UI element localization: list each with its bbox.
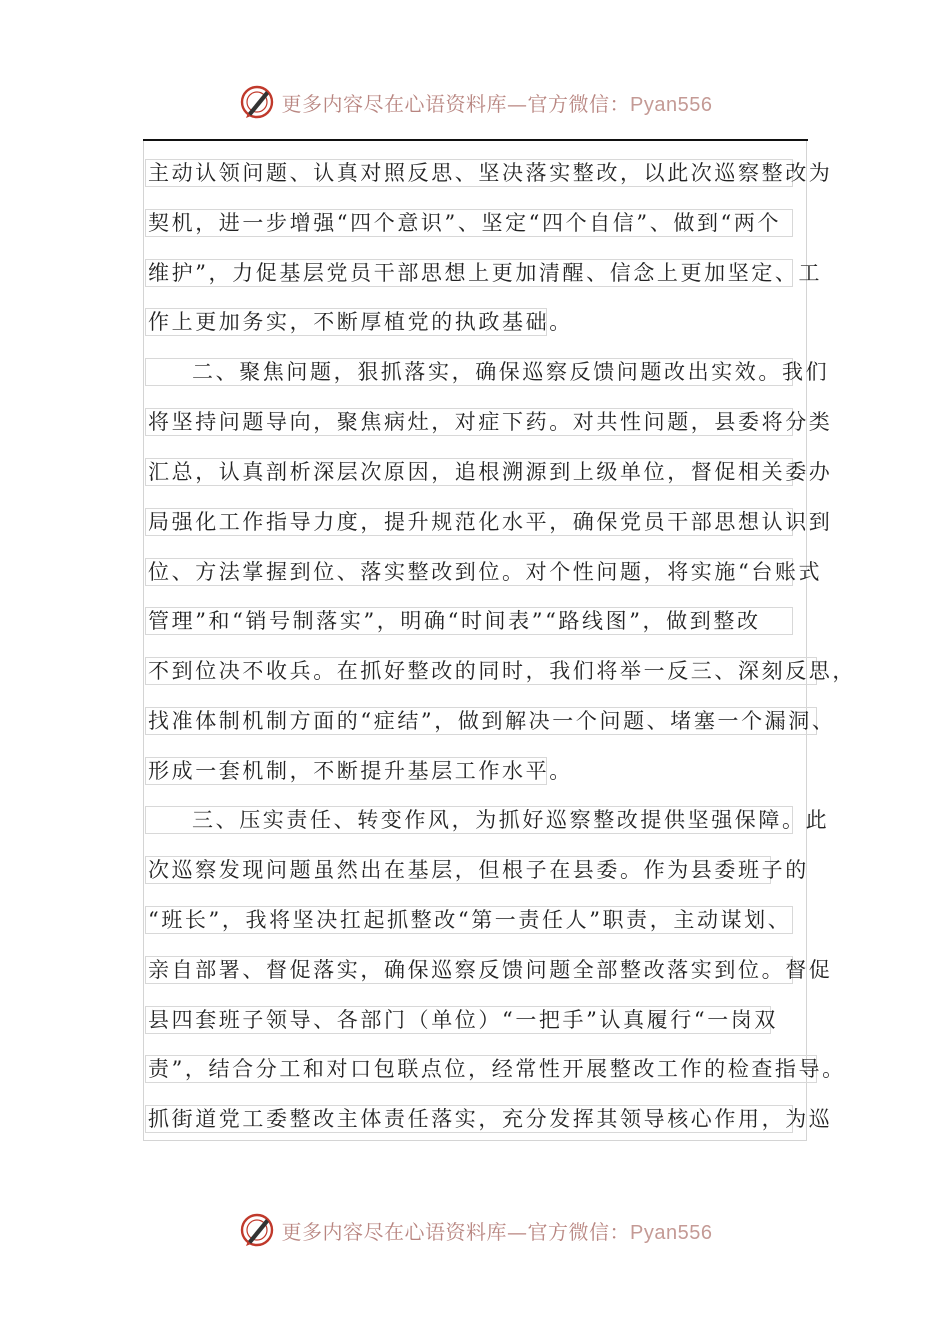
text-line: 作上更加务实，不断厚植党的执政基础。 xyxy=(145,308,547,336)
text-line: 找准体制机制方面的“症结”，做到解决一个问题、堵塞一个漏洞、 xyxy=(145,707,817,735)
text-line: 二、聚焦问题，狠抓落实，确保巡察反馈问题改出实效。我们 xyxy=(145,358,793,386)
text-line: 责”，结合分工和对口包联点位，经常性开展整改工作的检查指导。 xyxy=(145,1055,817,1083)
banner-wechat-id: Pyan556 xyxy=(630,93,713,116)
banner-text xyxy=(282,1216,713,1245)
text-line: 形成一套机制，不断提升基层工作水平。 xyxy=(145,757,547,785)
text-line: 主动认领问题、认真对照反思、坚决落实整改，以此次巡察整改为 xyxy=(145,159,793,187)
pen-circle-logo-icon xyxy=(238,1211,276,1249)
text-line: 维护”，力促基层党员干部思想上更加清醒、信念上更加坚定、工 xyxy=(145,259,793,287)
pen-circle-logo-icon xyxy=(238,83,276,121)
text-line: 管理”和“销号制落实”，明确“时间表”“路线图”，做到整改 xyxy=(145,607,793,635)
text-line: 局强化工作指导力度，提升规范化水平，确保党员干部思想认识到 xyxy=(145,508,793,536)
text-line: 位、方法掌握到位、落实整改到位。对个性问题，将实施“台账式 xyxy=(145,558,793,586)
text-line: 三、压实责任、转变作风，为抓好巡察整改提供坚强保障。此 xyxy=(145,806,793,834)
text-line: 次巡察发现问题虽然出在基层，但根子在县委。作为县委班子的 xyxy=(145,856,771,884)
banner-text-cn: 更多内容尽在心语资料库—官方微信： xyxy=(281,91,631,116)
footer-watermark-banner xyxy=(0,1210,950,1250)
banner-text xyxy=(282,88,713,117)
banner-text-cn: 更多内容尽在心语资料库—官方微信： xyxy=(281,1219,631,1244)
banner-wechat-id: Pyan556 xyxy=(630,1221,713,1244)
text-line: 不到位决不收兵。在抓好整改的同时，我们将举一反三、深刻反思， xyxy=(145,657,817,685)
header-watermark-banner xyxy=(0,82,950,122)
text-line: 契机，进一步增强“四个意识”、坚定“四个自信”、做到“两个 xyxy=(145,209,793,237)
text-line: 抓街道党工委整改主体责任落实，充分发挥其领导核心作用，为巡 xyxy=(145,1105,793,1133)
text-line: 将坚持问题导向，聚焦病灶，对症下药。对共性问题，县委将分类 xyxy=(145,408,793,436)
text-line: 亲自部署、督促落实，确保巡察反馈问题全部整改落实到位。督促 xyxy=(145,956,793,984)
text-line: “班长”，我将坚决扛起抓整改“第一责任人”职责，主动谋划、 xyxy=(145,906,793,934)
text-frame xyxy=(143,141,807,1141)
text-line: 汇总，认真剖析深层次原因，追根溯源到上级单位，督促相关委办 xyxy=(145,458,793,486)
text-line: 县四套班子领导、各部门（单位）“一把手”认真履行“一岗双 xyxy=(145,1006,771,1034)
